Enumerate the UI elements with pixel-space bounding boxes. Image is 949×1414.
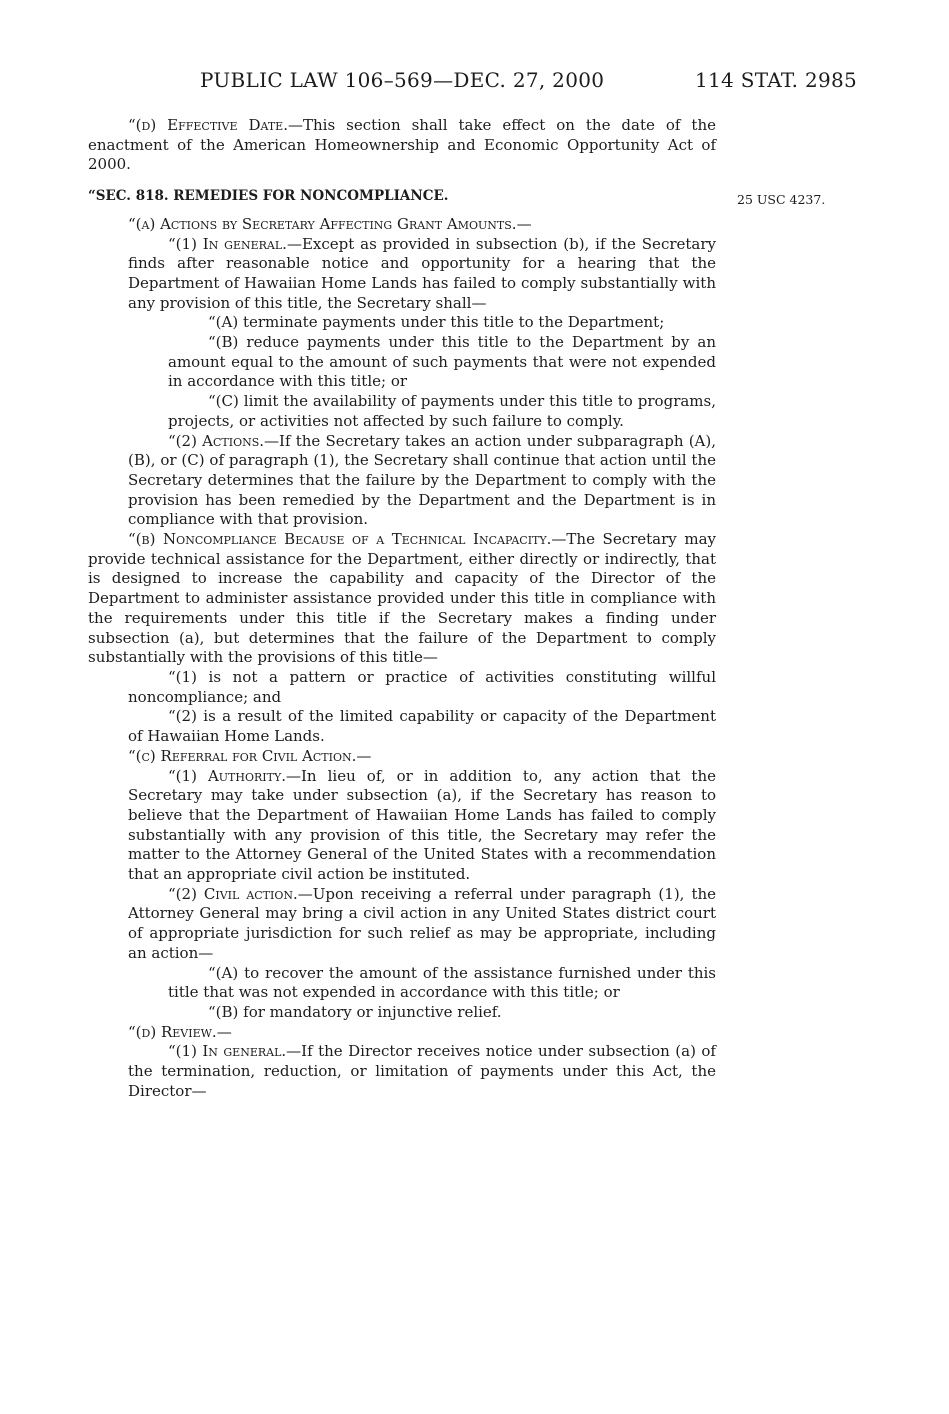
paragraph-text: “(2) is a result of the limited capability or capacity of the Department of Hawaiian Home Lands. (128, 707, 716, 746)
paragraph-text: —If the Secretary takes an action under subparagraph (A), (B), or (C) of paragraph (1), the Secretary shall continue that action until the Secretary determines that the failure by the Department to comply with the provision has been remedied by the Department and the Department is in compliance with that provision. (128, 431, 717, 529)
paragraph (88, 767, 716, 885)
paragraph-text: — (356, 746, 372, 765)
paragraph (88, 747, 716, 767)
page-number: 114 STAT. 2985 (695, 68, 858, 92)
paragraph (88, 432, 716, 531)
paragraph-text: —Upon receiving a referral under paragraph (1), the Attorney General may bring a civil action in any United States district court of appropriate jurisdiction for such relief as may be appropriate, including an action— (128, 884, 717, 962)
paragraph-heading: “(a) Actions by Secretary Affecting Grant Amounts. (128, 214, 517, 233)
margin-citation: 25 USC 4237. (737, 192, 826, 207)
paragraph-heading: “(b) Noncompliance Because of a Technical Incapacity. (128, 530, 552, 549)
paragraph-text: “(C) limit the availability of payments under this title to programs, projects, or activities not affected by such failure to comply. (168, 392, 716, 430)
paragraph (88, 707, 716, 746)
paragraph (88, 964, 716, 1003)
paragraph (88, 235, 716, 314)
paragraph (88, 333, 716, 392)
paragraph (88, 313, 716, 333)
statute-body (88, 116, 716, 1101)
paragraph-text: —If the Director receives notice under subsection (a) of the termination, reduction, or limitation of payments under this Act, the Director— (128, 1042, 716, 1100)
paragraph (88, 392, 716, 431)
paragraph-heading: “(1) In general. (168, 234, 287, 253)
paragraph (88, 215, 716, 235)
paragraph (88, 1003, 716, 1023)
paragraph-heading: “(1) In general. (168, 1042, 287, 1061)
paragraph-text: — (516, 214, 532, 233)
paragraph (88, 1023, 716, 1043)
paragraph-text: “(B) reduce payments under this title to the Department by an amount equal to the amount of such payments that were not expended in accordance with this title; or (168, 333, 716, 391)
paragraph-heading: “(d) Effective Date. (128, 116, 288, 134)
paragraph-text: —Except as provided in subsection (b), if the Secretary finds after reasonable notice and opportunity for a hearing that the Department of Hawaiian Home Lands has failed to comply substantially with any provision of this title, the Secretary shall— (128, 234, 717, 312)
paragraph (88, 885, 716, 964)
paragraph-heading: “(2) Actions. (168, 431, 265, 450)
paragraph-text: —This section shall take effect on the date of the enactment of the American Homeownership and Economic Opportunity Act of 2000. (88, 116, 716, 174)
paragraph-text: “(A) to recover the amount of the assistance furnished under this title that was not expended in accordance with this title; or (168, 963, 716, 1002)
paragraph (88, 530, 716, 668)
paragraph-heading: “(d) Review. (128, 1022, 217, 1041)
paragraph-text: “(A) terminate payments under this title to the Department; (208, 313, 665, 332)
paragraph (88, 1042, 716, 1101)
section-heading: “SEC. 818. REMEDIES FOR NONCOMPLIANCE. (88, 188, 449, 205)
paragraph-text: —The Secretary may provide technical assistance for the Department, either directly or indirectly, that is designed to increase the capability and capacity of the Director of the Department to administer assistance provided under this title in compliance with the requirements under this title if the Secretary makes a finding under subsection (a), but determines that the failure of the Department to comply substantially with the provisions of this title— (88, 530, 716, 667)
paragraph (88, 668, 716, 707)
paragraph-text: — (216, 1022, 232, 1041)
paragraph-heading: “(2) Civil action. (168, 884, 298, 903)
running-header-title: PUBLIC LAW 106–569—DEC. 27, 2000 (200, 68, 605, 92)
paragraph-text: “(1) is not a pattern or practice of activities constituting willful noncompliance; and (128, 667, 716, 706)
paragraph (88, 116, 716, 175)
paragraph-heading: “(c) Referral for Civil Action. (128, 746, 357, 765)
paragraph-heading: “(1) Authority. (168, 766, 286, 785)
paragraph-text: —In lieu of, or in addition to, any action that the Secretary may take under subsection (a), if the Secretary has reason to believe that the Department of Hawaiian Home Lands has failed to comply substantially with any provision of this title, the Secretary may refer the matter to the Attorney General of the United States with a recommendation that an appropriate civil action be instituted. (128, 766, 716, 884)
paragraph-text: “(B) for mandatory or injunctive relief. (208, 1002, 502, 1021)
